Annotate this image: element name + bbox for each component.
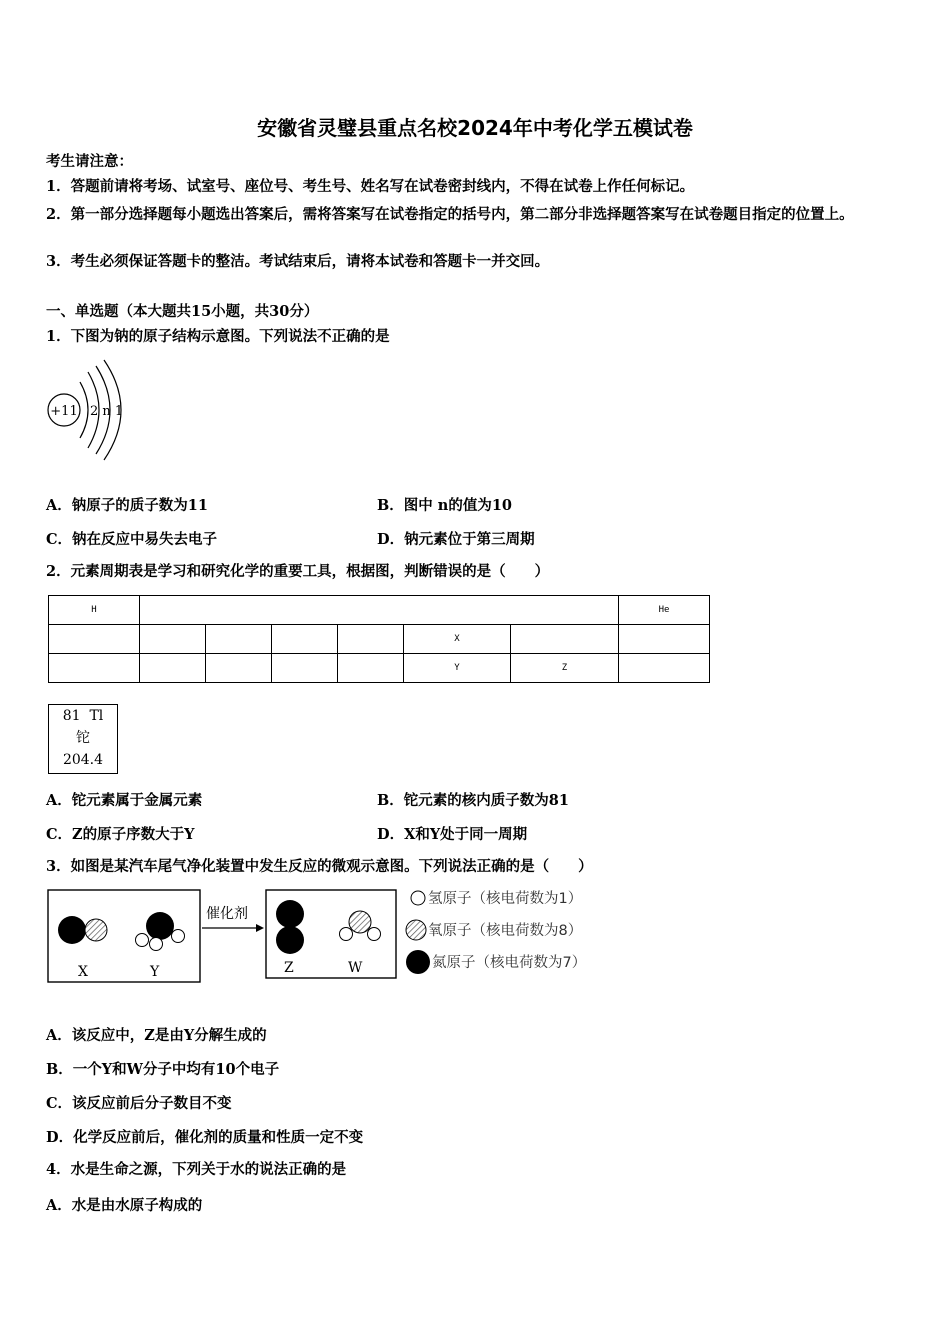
- shell-electron-labels: 2 n 1: [90, 404, 124, 419]
- atomic-number: 81: [62, 708, 81, 724]
- notice-item-2: 2．第一部分选择题每小题选出答案后，需将答案写在试卷指定的括号内，第二部分非选择题答案写在试卷题目指定的位置上。: [46, 206, 854, 223]
- legend-oxygen: 氧原子（核电荷数为8）: [428, 923, 583, 939]
- atomic-mass: 204.4: [62, 752, 104, 768]
- label-z: Z: [284, 960, 294, 976]
- cell-he: He: [619, 596, 710, 625]
- q3-option-c[interactable]: C．该反应前后分子数目不变: [46, 1095, 232, 1112]
- legend-hydrogen: 氢原子（核电荷数为1）: [428, 891, 583, 907]
- cell-y: Y: [404, 654, 511, 683]
- notice-heading: 考生请注意：: [46, 153, 133, 170]
- section-heading: 一、单选题（本大题共15小题，共30分）: [46, 303, 319, 320]
- q1-option-c[interactable]: C．钠在反应中易失去电子: [46, 531, 218, 548]
- legend-nitrogen-marker: [406, 950, 430, 974]
- element-name: 铊: [76, 730, 90, 746]
- catalyst-label: 催化剂: [206, 906, 248, 922]
- q3-option-d[interactable]: D．化学反应前后，催化剂的质量和性质一定不变: [46, 1129, 364, 1146]
- q4-stem: 4．水是生命之源，下列关于水的说法正确的是: [46, 1161, 347, 1178]
- notice-item-1: 1．答题前请将考场、试室号、座位号、考生号、姓名写在试卷密封线内，不得在试卷上作任何标记。: [46, 178, 695, 195]
- periodic-table-fragment: [48, 595, 710, 683]
- label-y: Y: [150, 964, 160, 980]
- legend-nitrogen: 氮原子（核电荷数为7）: [432, 955, 587, 971]
- label-x: X: [78, 964, 88, 980]
- q4-option-a[interactable]: A．水是由水原子构成的: [46, 1197, 203, 1214]
- q3-option-a[interactable]: A．该反应中，Z是由Y分解生成的: [46, 1027, 267, 1044]
- legend-hydrogen-marker: [411, 891, 425, 905]
- label-w: W: [348, 960, 363, 976]
- q2-option-c[interactable]: C．Z的原子序数大于Y: [46, 826, 195, 843]
- q2-option-b[interactable]: B．铊元素的核内质子数为81: [377, 792, 569, 809]
- cell-h: H: [49, 596, 140, 625]
- cell-x: X: [404, 625, 511, 654]
- sodium-atom-diagram: [44, 352, 144, 468]
- q2-option-a[interactable]: A．铊元素属于金属元素: [46, 792, 203, 809]
- q1-option-d[interactable]: D．钠元素位于第三周期: [377, 531, 535, 548]
- q1-stem: 1．下图为钠的原子结构示意图。下列说法不正确的是: [46, 328, 390, 345]
- notice-item-3: 3．考生必须保证答题卡的整洁。考试结束后，请将本试卷和答题卡一并交回。: [46, 253, 550, 270]
- nucleus-charge: +11: [50, 404, 78, 419]
- cell-z: Z: [511, 654, 619, 683]
- q2-option-d[interactable]: D．X和Y处于同一周期: [377, 826, 528, 843]
- q1-option-a[interactable]: A．钠原子的质子数为11: [46, 497, 208, 514]
- page-title: 安徽省灵璧县重点名校2024年中考化学五模试卷: [257, 116, 693, 140]
- q2-stem: 2．元素周期表是学习和研究化学的重要工具，根据图，判断错误的是（ ）: [46, 563, 550, 580]
- q1-option-b[interactable]: B．图中 n的值为10: [377, 497, 513, 514]
- reaction-diagram: [44, 884, 644, 988]
- q3-option-b[interactable]: B．一个Y和W分子中均有10个电子: [46, 1061, 280, 1078]
- shell-arc-1: [80, 382, 88, 438]
- legend-oxygen-marker: [406, 920, 426, 940]
- reaction-arrow: [256, 924, 264, 932]
- thallium-element-box: [48, 704, 118, 774]
- q3-stem: 3．如图是某汽车尾气净化装置中发生反应的微观示意图。下列说法正确的是（ ）: [46, 858, 593, 875]
- element-symbol: Tl: [89, 708, 104, 724]
